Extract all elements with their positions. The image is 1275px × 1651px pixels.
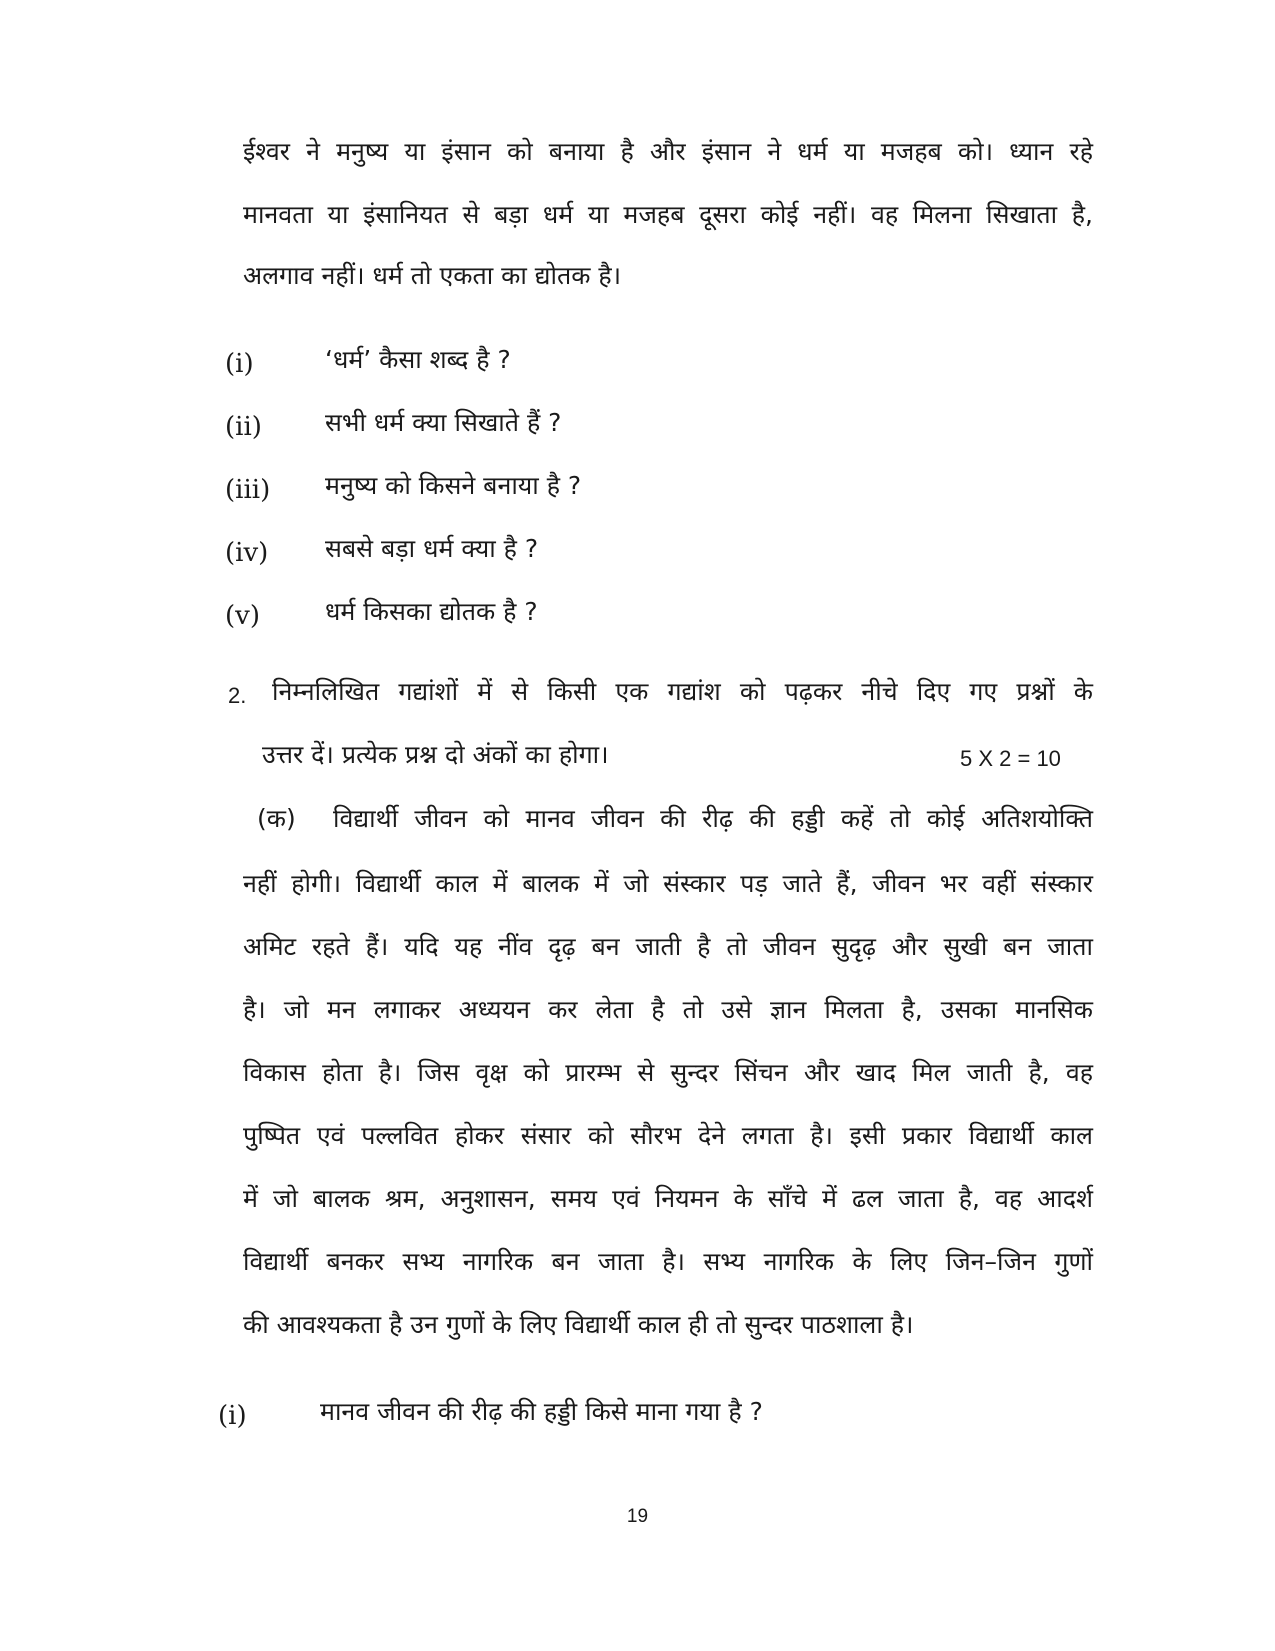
passage2-line: में जो बालक श्रम, अनुशासन, समय एवं नियमन के साँचे में ढल जाता है, वह आदर्श xyxy=(243,1184,1093,1213)
question-text: सबसे बड़ा धर्म क्या है ? xyxy=(325,534,539,563)
passage1-line: अलगाव नहीं। धर्म तो एकता का द्योतक है। xyxy=(243,261,622,290)
passage-label: (क) xyxy=(257,804,296,833)
question-text: मनुष्य को किसने बनाया है ? xyxy=(325,471,582,500)
question-text: मानव जीवन की रीढ़ की हड्डी किसे माना गया है ? xyxy=(320,1397,763,1426)
passage1-line: मानवता या इंसानियत से बड़ा धर्म या मजहब दूसरा कोई नहीं। वह मिलना सिखाता है, xyxy=(243,200,1093,229)
question-number: (iii) xyxy=(225,475,271,505)
page-number: 19 xyxy=(626,1506,649,1527)
passage2-line: पुष्पित एवं पल्लवित होकर संसार को सौरभ देने लगता है। इसी प्रकार विद्यार्थी काल xyxy=(243,1121,1093,1150)
section-number: 2. xyxy=(228,683,247,708)
passage2-line: की आवश्यकता है उन गुणों के लिए विद्यार्थी काल ही तो सुन्दर पाठशाला है। xyxy=(243,1310,914,1339)
passage2-line: नहीं होगी। विद्यार्थी काल में बालक में जो संस्कार पड़ जाते हैं, जीवन भर वहीं संस्कार xyxy=(243,869,1093,898)
question-number: (iv) xyxy=(225,538,269,568)
question-number: (ii) xyxy=(225,412,262,442)
passage2-line: है। जो मन लगाकर अध्ययन कर लेता है तो उसे ज्ञान मिलता है, उसका मानसिक xyxy=(243,995,1093,1024)
question-text: धर्म किसका द्योतक है ? xyxy=(325,597,538,626)
passage2-line: विद्यार्थी बनकर सभ्य नागरिक बन जाता है। सभ्य नागरिक के लिए जिन–जिन गुणों xyxy=(243,1247,1093,1276)
section-instruction: उत्तर दें। प्रत्येक प्रश्न दो अंकों का होगा। xyxy=(262,740,609,769)
question-text: ‘धर्म’ कैसा शब्द है ? xyxy=(325,345,511,374)
passage2-line: विद्यार्थी जीवन को मानव जीवन की रीढ़ की हड्डी कहें तो कोई अतिशयोक्ति xyxy=(333,804,1093,833)
passage2-line: अमिट रहते हैं। यदि यह नींव दृढ़ बन जाती है तो जीवन सुदृढ़ और सुखी बन जाता xyxy=(243,932,1093,961)
passage2-line: विकास होता है। जिस वृक्ष को प्रारम्भ से सुन्दर सिंचन और खाद मिल जाती है, वह xyxy=(243,1058,1093,1087)
passage1-line: ईश्वर ने मनुष्य या इंसान को बनाया है और इंसान ने धर्म या मजहब को। ध्यान रहे xyxy=(243,137,1093,166)
question-text: सभी धर्म क्या सिखाते हैं ? xyxy=(325,408,562,437)
question-number: (i) xyxy=(225,349,254,379)
question-number: (v) xyxy=(225,601,260,631)
marks-scheme: 5 X 2 = 10 xyxy=(960,746,1061,771)
section-instruction: निम्नलिखित गद्यांशों में से किसी एक गद्यांश को पढ़कर नीचे दिए गए प्रश्नों के xyxy=(272,677,1093,706)
question-number: (i) xyxy=(218,1401,247,1431)
